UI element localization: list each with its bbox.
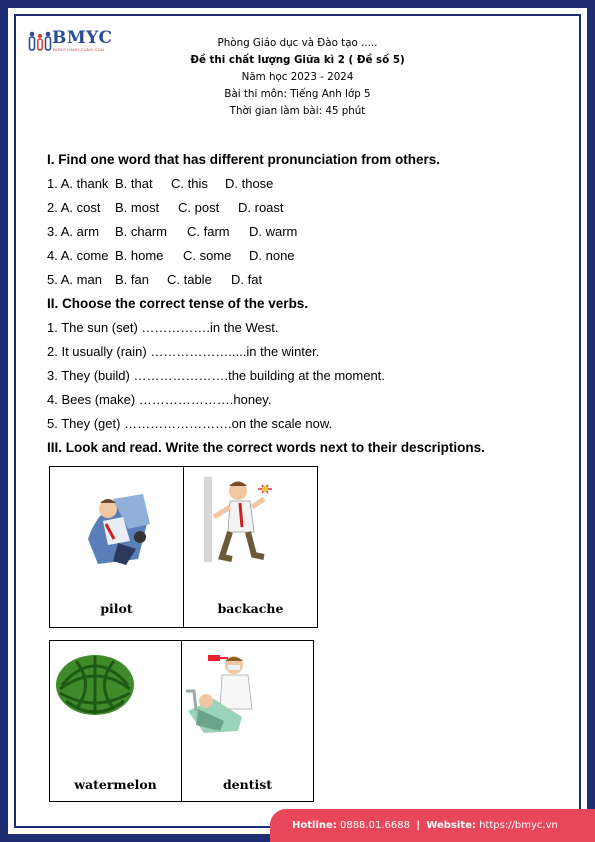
option-c: C. post (178, 200, 220, 215)
hotline-label: Hotline: (292, 820, 337, 831)
section2-question: 3. They (build) ………………….the building at the moment. (47, 368, 385, 383)
header-subject: Bài thi môn: Tiếng Anh lớp 5 (224, 88, 371, 100)
option-a: 4. A. come (47, 248, 109, 263)
section1-row (47, 270, 567, 294)
pilot-illustration-icon (78, 479, 158, 569)
card-label: backache (217, 601, 284, 616)
option-c: C. some (183, 248, 232, 263)
option-c: C. farm (187, 224, 230, 239)
option-b: B. most (115, 200, 160, 215)
section2-question: 2. It usually (rain) ……………….....in the winter. (47, 344, 320, 359)
option-b: B. fan (115, 272, 149, 287)
card-label: dentist (222, 777, 273, 792)
option-b: B. that (115, 176, 153, 191)
option-d: D. those (225, 176, 274, 191)
option-a: 1. A. thank (47, 176, 109, 191)
footer-contact-bar (270, 809, 595, 842)
website-label: Website: (426, 820, 476, 831)
section2-question: 4. Bees (make) ………………….honey. (47, 392, 272, 407)
section1-row (47, 222, 567, 246)
option-d: D. roast (238, 200, 284, 215)
card-label: pilot (100, 601, 133, 616)
card-pilot (49, 466, 184, 628)
footer-separator: | (416, 820, 420, 831)
dentist-illustration-icon (184, 651, 266, 737)
option-d: D. none (249, 248, 295, 263)
website-link[interactable]: https://bmyc.vn (479, 820, 558, 831)
option-b: B. home (115, 248, 164, 263)
option-c: C. table (167, 272, 212, 287)
exam-header (0, 35, 595, 120)
card-label: watermelon (74, 777, 157, 792)
option-d: D. fat (231, 272, 263, 287)
option-a: 5. A. man (47, 272, 102, 287)
logo-tagline: ĐỒNG HÀNH CÙNG CON (53, 47, 104, 52)
section2-question: 5. They (get) …………………….on the scale now. (47, 416, 333, 431)
watermelon-illustration-icon (54, 653, 136, 717)
exam-content (47, 150, 567, 462)
card-dentist (181, 640, 314, 802)
section1-row (47, 174, 567, 198)
option-c: C. this (171, 176, 208, 191)
option-a: 2. A. cost (47, 200, 101, 215)
header-duration: Thời gian làm bài: 45 phút (229, 105, 366, 117)
option-a: 3. A. arm (47, 224, 100, 239)
card-backache (183, 466, 318, 628)
option-d: D. warm (249, 224, 298, 239)
header-department: Phòng Giáo dục và Đào tạo ..... (217, 37, 378, 49)
logo-brand: BMYC (52, 28, 113, 48)
option-b: B. charm (115, 224, 168, 239)
header-exam-title: Đề thi chất lượng Giữa kì 2 ( Đề số 5) (190, 54, 405, 66)
section1-row (47, 246, 567, 270)
backache-illustration-icon (202, 477, 282, 567)
section3-title: III. Look and read. Write the correct words next to their descriptions. (47, 440, 485, 455)
section1-title: I. Find one word that has different pronunciation from others. (47, 152, 441, 167)
card-watermelon (49, 640, 182, 802)
section1-row (47, 198, 567, 222)
header-school-year: Năm học 2023 - 2024 (241, 71, 354, 83)
section2-question: 1. The sun (set) …………….in the West. (47, 320, 279, 335)
hotline-number[interactable]: 0888.01.6688 (339, 820, 410, 831)
section2-title: II. Choose the correct tense of the verbs. (47, 296, 309, 311)
